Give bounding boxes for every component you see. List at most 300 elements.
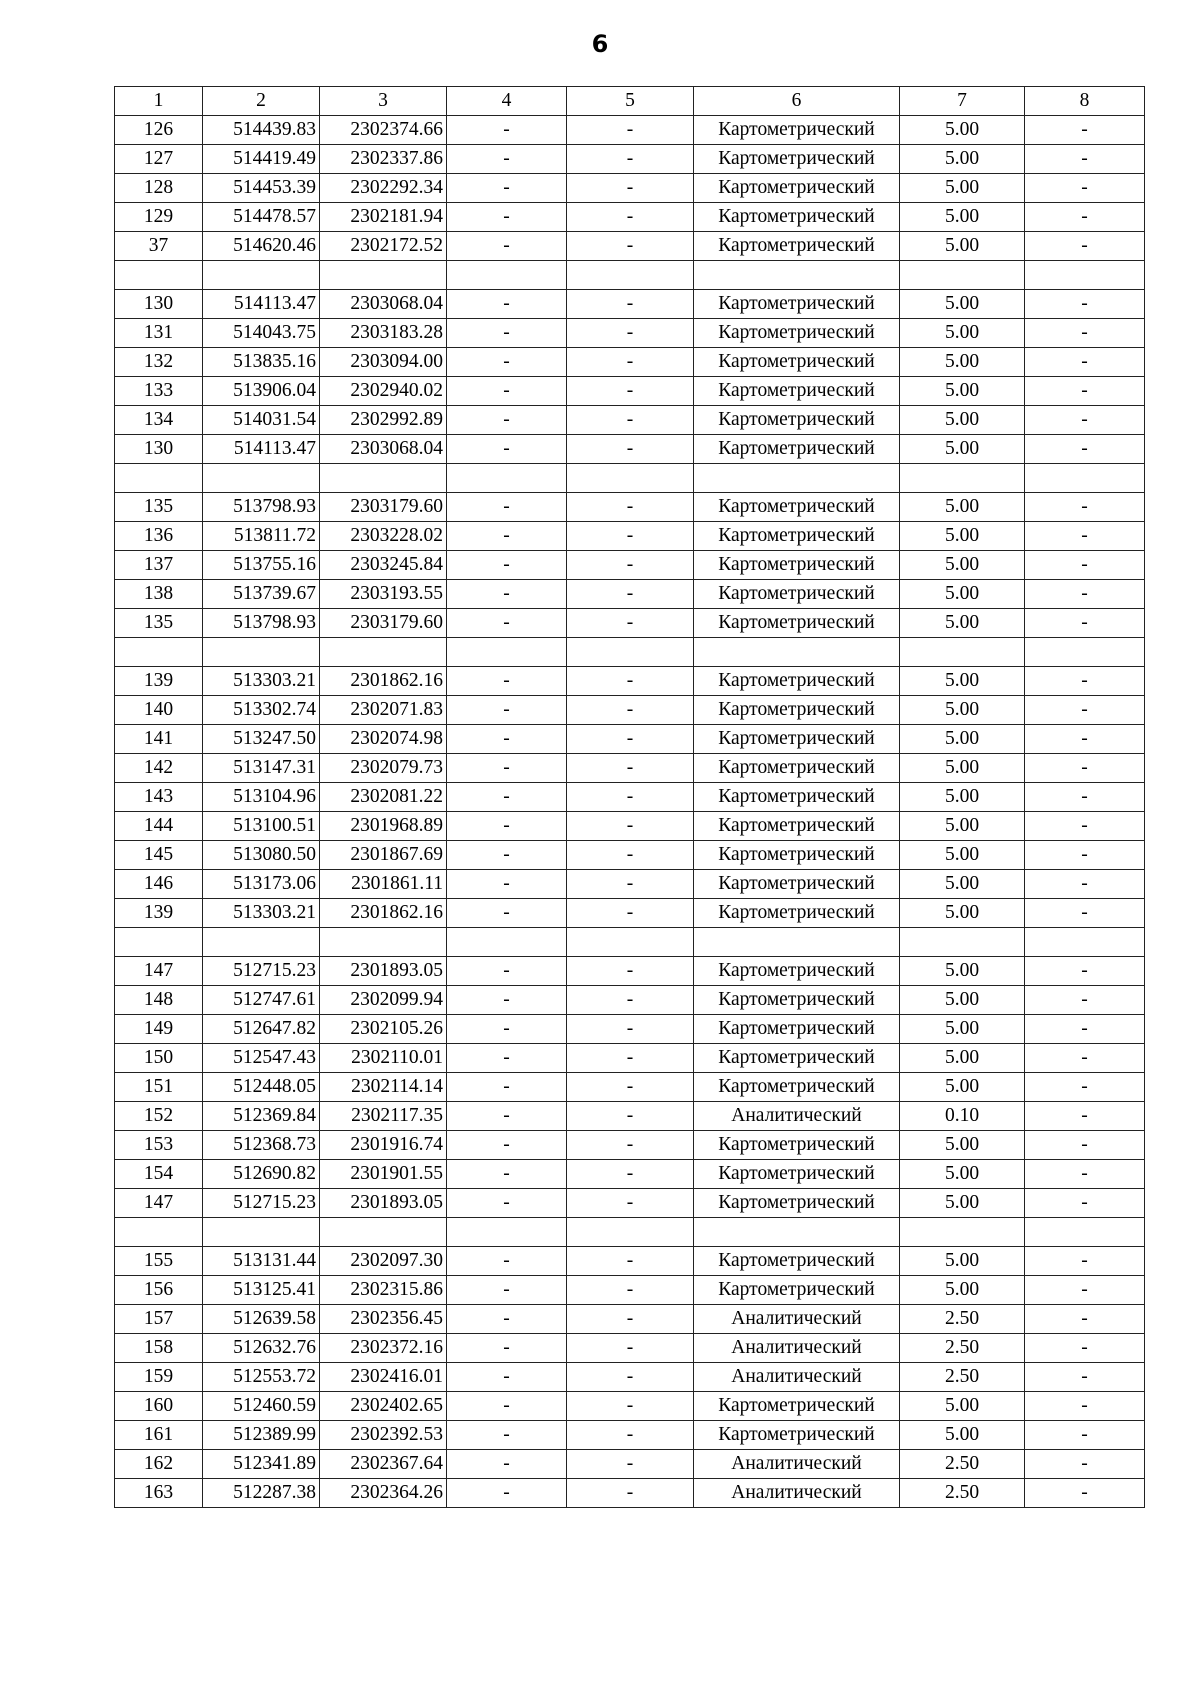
- accuracy-cell: 5.00: [900, 725, 1025, 754]
- col8-cell: -: [1025, 1160, 1145, 1189]
- x-coordinate-cell: 513906.04: [203, 377, 320, 406]
- col8-cell: -: [1025, 1305, 1145, 1334]
- method-cell: Аналитический: [694, 1479, 900, 1508]
- method-cell: Картометрический: [694, 145, 900, 174]
- x-coordinate-cell: 512368.73: [203, 1131, 320, 1160]
- header-cell: 5: [567, 87, 694, 116]
- col5-cell: -: [567, 580, 694, 609]
- method-cell: Картометрический: [694, 232, 900, 261]
- y-coordinate-cell: 2302114.14: [320, 1073, 447, 1102]
- x-coordinate-cell: 512715.23: [203, 957, 320, 986]
- accuracy-cell: 5.00: [900, 986, 1025, 1015]
- method-cell: [694, 1218, 900, 1247]
- col8-cell: -: [1025, 783, 1145, 812]
- col5-cell: -: [567, 319, 694, 348]
- accuracy-cell: 5.00: [900, 348, 1025, 377]
- y-coordinate-cell: 2302392.53: [320, 1421, 447, 1450]
- table-row: [115, 232, 1145, 261]
- col4-cell: -: [447, 522, 567, 551]
- table-row: [115, 1073, 1145, 1102]
- accuracy-cell: 5.00: [900, 870, 1025, 899]
- col4-cell: -: [447, 145, 567, 174]
- table-row: [115, 841, 1145, 870]
- col8-cell: -: [1025, 1247, 1145, 1276]
- col8-cell: -: [1025, 812, 1145, 841]
- point-number-cell: 143: [115, 783, 203, 812]
- col5-cell: [567, 1218, 694, 1247]
- y-coordinate-cell: 2302071.83: [320, 696, 447, 725]
- method-cell: Аналитический: [694, 1305, 900, 1334]
- table-row: [115, 1392, 1145, 1421]
- method-cell: Картометрический: [694, 1044, 900, 1073]
- col5-cell: -: [567, 1421, 694, 1450]
- point-number-cell: 148: [115, 986, 203, 1015]
- accuracy-cell: 5.00: [900, 841, 1025, 870]
- table-row: [115, 145, 1145, 174]
- x-coordinate-cell: 514439.83: [203, 116, 320, 145]
- accuracy-cell: 5.00: [900, 812, 1025, 841]
- point-number-cell: 161: [115, 1421, 203, 1450]
- col4-cell: -: [447, 841, 567, 870]
- accuracy-cell: 5.00: [900, 1189, 1025, 1218]
- header-cell: 8: [1025, 87, 1145, 116]
- table-row: [115, 870, 1145, 899]
- y-coordinate-cell: [320, 928, 447, 957]
- x-coordinate-cell: 513131.44: [203, 1247, 320, 1276]
- col8-cell: -: [1025, 754, 1145, 783]
- x-coordinate-cell: 513835.16: [203, 348, 320, 377]
- y-coordinate-cell: 2302110.01: [320, 1044, 447, 1073]
- accuracy-cell: 5.00: [900, 1073, 1025, 1102]
- col5-cell: -: [567, 1479, 694, 1508]
- header-cell: 7: [900, 87, 1025, 116]
- accuracy-cell: [900, 638, 1025, 667]
- x-coordinate-cell: 512547.43: [203, 1044, 320, 1073]
- table-row: [115, 1363, 1145, 1392]
- col8-cell: -: [1025, 377, 1145, 406]
- col4-cell: -: [447, 1334, 567, 1363]
- table-row: [115, 1421, 1145, 1450]
- col5-cell: -: [567, 435, 694, 464]
- y-coordinate-cell: [320, 261, 447, 290]
- accuracy-cell: 5.00: [900, 290, 1025, 319]
- header-cell: 3: [320, 87, 447, 116]
- accuracy-cell: 5.00: [900, 203, 1025, 232]
- col4-cell: -: [447, 319, 567, 348]
- col8-cell: -: [1025, 870, 1145, 899]
- y-coordinate-cell: 2302074.98: [320, 725, 447, 754]
- y-coordinate-cell: 2301901.55: [320, 1160, 447, 1189]
- y-coordinate-cell: 2302292.34: [320, 174, 447, 203]
- col5-cell: -: [567, 696, 694, 725]
- y-coordinate-cell: 2302079.73: [320, 754, 447, 783]
- col5-cell: -: [567, 899, 694, 928]
- y-coordinate-cell: 2302105.26: [320, 1015, 447, 1044]
- y-coordinate-cell: 2302315.86: [320, 1276, 447, 1305]
- col5-cell: -: [567, 1015, 694, 1044]
- y-coordinate-cell: 2302364.26: [320, 1479, 447, 1508]
- col8-cell: -: [1025, 1334, 1145, 1363]
- table-row: [115, 1044, 1145, 1073]
- col5-cell: -: [567, 551, 694, 580]
- point-number-cell: 157: [115, 1305, 203, 1334]
- accuracy-cell: 5.00: [900, 1044, 1025, 1073]
- accuracy-cell: 2.50: [900, 1450, 1025, 1479]
- accuracy-cell: 5.00: [900, 1392, 1025, 1421]
- table-row: [115, 1189, 1145, 1218]
- x-coordinate-cell: 513080.50: [203, 841, 320, 870]
- table-row: [115, 1247, 1145, 1276]
- accuracy-cell: 5.00: [900, 1160, 1025, 1189]
- col4-cell: -: [447, 1305, 567, 1334]
- col8-cell: -: [1025, 1189, 1145, 1218]
- y-coordinate-cell: 2302181.94: [320, 203, 447, 232]
- col8-cell: -: [1025, 1015, 1145, 1044]
- col5-cell: -: [567, 493, 694, 522]
- point-number-cell: 162: [115, 1450, 203, 1479]
- col5-cell: -: [567, 406, 694, 435]
- col5-cell: -: [567, 957, 694, 986]
- col5-cell: -: [567, 1044, 694, 1073]
- col5-cell: -: [567, 1450, 694, 1479]
- col5-cell: [567, 261, 694, 290]
- x-coordinate-cell: 512460.59: [203, 1392, 320, 1421]
- accuracy-cell: 5.00: [900, 435, 1025, 464]
- col4-cell: -: [447, 290, 567, 319]
- y-coordinate-cell: 2302367.64: [320, 1450, 447, 1479]
- accuracy-cell: 5.00: [900, 754, 1025, 783]
- point-number-cell: 139: [115, 667, 203, 696]
- x-coordinate-cell: 513247.50: [203, 725, 320, 754]
- point-number-cell: 142: [115, 754, 203, 783]
- col5-cell: -: [567, 1073, 694, 1102]
- y-coordinate-cell: 2301861.11: [320, 870, 447, 899]
- col8-cell: -: [1025, 1131, 1145, 1160]
- col4-cell: -: [447, 116, 567, 145]
- col8-cell: [1025, 638, 1145, 667]
- col8-cell: -: [1025, 145, 1145, 174]
- accuracy-cell: 5.00: [900, 899, 1025, 928]
- point-number-cell: 140: [115, 696, 203, 725]
- y-coordinate-cell: 2302992.89: [320, 406, 447, 435]
- col8-cell: -: [1025, 1421, 1145, 1450]
- col8-cell: -: [1025, 696, 1145, 725]
- accuracy-cell: 5.00: [900, 145, 1025, 174]
- accuracy-cell: 5.00: [900, 551, 1025, 580]
- table-row: [115, 957, 1145, 986]
- col8-cell: -: [1025, 667, 1145, 696]
- table-row: [115, 1160, 1145, 1189]
- col5-cell: -: [567, 725, 694, 754]
- col8-cell: -: [1025, 551, 1145, 580]
- accuracy-cell: 5.00: [900, 319, 1025, 348]
- col4-cell: [447, 1218, 567, 1247]
- accuracy-cell: 2.50: [900, 1305, 1025, 1334]
- col8-cell: -: [1025, 1102, 1145, 1131]
- x-coordinate-cell: 512647.82: [203, 1015, 320, 1044]
- x-coordinate-cell: 513147.31: [203, 754, 320, 783]
- col4-cell: -: [447, 1421, 567, 1450]
- accuracy-cell: 5.00: [900, 1015, 1025, 1044]
- col4-cell: -: [447, 1073, 567, 1102]
- x-coordinate-cell: 514113.47: [203, 435, 320, 464]
- col4-cell: -: [447, 609, 567, 638]
- table-row: [115, 406, 1145, 435]
- table-row: [115, 580, 1145, 609]
- method-cell: Картометрический: [694, 957, 900, 986]
- method-cell: Аналитический: [694, 1334, 900, 1363]
- method-cell: Картометрический: [694, 986, 900, 1015]
- col4-cell: -: [447, 551, 567, 580]
- col4-cell: -: [447, 232, 567, 261]
- col4-cell: -: [447, 1363, 567, 1392]
- y-coordinate-cell: 2303228.02: [320, 522, 447, 551]
- point-number-cell: 154: [115, 1160, 203, 1189]
- x-coordinate-cell: 512632.76: [203, 1334, 320, 1363]
- x-coordinate-cell: 512287.38: [203, 1479, 320, 1508]
- x-coordinate-cell: 514031.54: [203, 406, 320, 435]
- method-cell: Картометрический: [694, 290, 900, 319]
- x-coordinate-cell: 513303.21: [203, 899, 320, 928]
- col8-cell: [1025, 928, 1145, 957]
- y-coordinate-cell: 2302372.16: [320, 1334, 447, 1363]
- method-cell: Картометрический: [694, 348, 900, 377]
- col5-cell: -: [567, 667, 694, 696]
- x-coordinate-cell: 513798.93: [203, 493, 320, 522]
- method-cell: Картометрический: [694, 754, 900, 783]
- y-coordinate-cell: 2303068.04: [320, 435, 447, 464]
- page-number: 6: [591, 30, 609, 58]
- col4-cell: [447, 261, 567, 290]
- col8-cell: -: [1025, 203, 1145, 232]
- col8-cell: -: [1025, 348, 1145, 377]
- col4-cell: -: [447, 667, 567, 696]
- y-coordinate-cell: 2302374.66: [320, 116, 447, 145]
- point-number-cell: 141: [115, 725, 203, 754]
- x-coordinate-cell: 513100.51: [203, 812, 320, 841]
- separator-row: [115, 928, 1145, 957]
- table-row: [115, 377, 1145, 406]
- point-number-cell: [115, 261, 203, 290]
- col5-cell: -: [567, 116, 694, 145]
- coordinates-table: [114, 86, 1145, 1508]
- method-cell: Картометрический: [694, 493, 900, 522]
- table-row: [115, 1015, 1145, 1044]
- col5-cell: -: [567, 1334, 694, 1363]
- method-cell: Картометрический: [694, 522, 900, 551]
- col5-cell: -: [567, 522, 694, 551]
- method-cell: Картометрический: [694, 1160, 900, 1189]
- point-number-cell: 163: [115, 1479, 203, 1508]
- col4-cell: -: [447, 580, 567, 609]
- col5-cell: -: [567, 986, 694, 1015]
- x-coordinate-cell: 514453.39: [203, 174, 320, 203]
- col5-cell: -: [567, 1102, 694, 1131]
- y-coordinate-cell: 2301867.69: [320, 841, 447, 870]
- y-coordinate-cell: 2302356.45: [320, 1305, 447, 1334]
- x-coordinate-cell: 513739.67: [203, 580, 320, 609]
- col4-cell: -: [447, 1450, 567, 1479]
- method-cell: Картометрический: [694, 609, 900, 638]
- y-coordinate-cell: 2303179.60: [320, 493, 447, 522]
- x-coordinate-cell: 512369.84: [203, 1102, 320, 1131]
- method-cell: Картометрический: [694, 1392, 900, 1421]
- method-cell: Картометрический: [694, 1189, 900, 1218]
- accuracy-cell: 5.00: [900, 116, 1025, 145]
- col5-cell: -: [567, 841, 694, 870]
- point-number-cell: 130: [115, 290, 203, 319]
- col8-cell: [1025, 1218, 1145, 1247]
- col4-cell: -: [447, 783, 567, 812]
- table-row: [115, 667, 1145, 696]
- point-number-cell: 134: [115, 406, 203, 435]
- point-number-cell: 147: [115, 957, 203, 986]
- x-coordinate-cell: 514113.47: [203, 290, 320, 319]
- col8-cell: -: [1025, 609, 1145, 638]
- col5-cell: -: [567, 1160, 694, 1189]
- col8-cell: -: [1025, 232, 1145, 261]
- method-cell: [694, 261, 900, 290]
- y-coordinate-cell: 2301893.05: [320, 957, 447, 986]
- col5-cell: [567, 928, 694, 957]
- col4-cell: -: [447, 1276, 567, 1305]
- col4-cell: [447, 928, 567, 957]
- col4-cell: -: [447, 870, 567, 899]
- method-cell: Картометрический: [694, 1073, 900, 1102]
- method-cell: Картометрический: [694, 174, 900, 203]
- header-row: [115, 87, 1145, 116]
- col8-cell: -: [1025, 319, 1145, 348]
- accuracy-cell: 5.00: [900, 174, 1025, 203]
- y-coordinate-cell: 2302081.22: [320, 783, 447, 812]
- x-coordinate-cell: 513302.74: [203, 696, 320, 725]
- method-cell: Картометрический: [694, 377, 900, 406]
- col8-cell: [1025, 261, 1145, 290]
- col4-cell: -: [447, 174, 567, 203]
- point-number-cell: 156: [115, 1276, 203, 1305]
- accuracy-cell: 5.00: [900, 377, 1025, 406]
- col8-cell: -: [1025, 725, 1145, 754]
- col8-cell: -: [1025, 1450, 1145, 1479]
- accuracy-cell: 5.00: [900, 1421, 1025, 1450]
- table-row: [115, 725, 1145, 754]
- point-number-cell: 139: [115, 899, 203, 928]
- col5-cell: -: [567, 783, 694, 812]
- col8-cell: -: [1025, 957, 1145, 986]
- y-coordinate-cell: 2301916.74: [320, 1131, 447, 1160]
- col5-cell: -: [567, 812, 694, 841]
- x-coordinate-cell: 513755.16: [203, 551, 320, 580]
- y-coordinate-cell: [320, 464, 447, 493]
- separator-row: [115, 261, 1145, 290]
- col5-cell: -: [567, 609, 694, 638]
- y-coordinate-cell: 2302172.52: [320, 232, 447, 261]
- method-cell: Картометрический: [694, 812, 900, 841]
- y-coordinate-cell: 2302416.01: [320, 1363, 447, 1392]
- col8-cell: -: [1025, 899, 1145, 928]
- point-number-cell: 129: [115, 203, 203, 232]
- header-cell: 6: [694, 87, 900, 116]
- method-cell: Картометрический: [694, 1131, 900, 1160]
- col8-cell: -: [1025, 435, 1145, 464]
- x-coordinate-cell: 513811.72: [203, 522, 320, 551]
- method-cell: Картометрический: [694, 667, 900, 696]
- col5-cell: [567, 464, 694, 493]
- point-number-cell: [115, 1218, 203, 1247]
- point-number-cell: 130: [115, 435, 203, 464]
- x-coordinate-cell: 513798.93: [203, 609, 320, 638]
- col8-cell: -: [1025, 1276, 1145, 1305]
- point-number-cell: 131: [115, 319, 203, 348]
- point-number-cell: 138: [115, 580, 203, 609]
- point-number-cell: 135: [115, 609, 203, 638]
- col5-cell: -: [567, 203, 694, 232]
- col5-cell: -: [567, 377, 694, 406]
- y-coordinate-cell: 2303193.55: [320, 580, 447, 609]
- y-coordinate-cell: 2301968.89: [320, 812, 447, 841]
- method-cell: Картометрический: [694, 870, 900, 899]
- col4-cell: -: [447, 1160, 567, 1189]
- col4-cell: -: [447, 203, 567, 232]
- accuracy-cell: 5.00: [900, 609, 1025, 638]
- col8-cell: -: [1025, 1363, 1145, 1392]
- y-coordinate-cell: 2303183.28: [320, 319, 447, 348]
- x-coordinate-cell: 513125.41: [203, 1276, 320, 1305]
- col4-cell: [447, 638, 567, 667]
- y-coordinate-cell: 2303094.00: [320, 348, 447, 377]
- accuracy-cell: [900, 1218, 1025, 1247]
- method-cell: Аналитический: [694, 1102, 900, 1131]
- col8-cell: -: [1025, 116, 1145, 145]
- separator-row: [115, 1218, 1145, 1247]
- col4-cell: -: [447, 1247, 567, 1276]
- col5-cell: -: [567, 290, 694, 319]
- col4-cell: -: [447, 1015, 567, 1044]
- point-number-cell: 158: [115, 1334, 203, 1363]
- col4-cell: -: [447, 754, 567, 783]
- col8-cell: -: [1025, 290, 1145, 319]
- col4-cell: [447, 464, 567, 493]
- point-number-cell: 37: [115, 232, 203, 261]
- header-cell: 2: [203, 87, 320, 116]
- method-cell: Картометрический: [694, 580, 900, 609]
- point-number-cell: 155: [115, 1247, 203, 1276]
- table-row: [115, 986, 1145, 1015]
- point-number-cell: [115, 928, 203, 957]
- method-cell: [694, 928, 900, 957]
- x-coordinate-cell: 512715.23: [203, 1189, 320, 1218]
- table-row: [115, 1131, 1145, 1160]
- col8-cell: -: [1025, 1073, 1145, 1102]
- point-number-cell: 144: [115, 812, 203, 841]
- col8-cell: -: [1025, 580, 1145, 609]
- col8-cell: -: [1025, 986, 1145, 1015]
- y-coordinate-cell: 2301862.16: [320, 899, 447, 928]
- point-number-cell: 132: [115, 348, 203, 377]
- accuracy-cell: 2.50: [900, 1479, 1025, 1508]
- x-coordinate-cell: [203, 1218, 320, 1247]
- x-coordinate-cell: [203, 928, 320, 957]
- point-number-cell: 153: [115, 1131, 203, 1160]
- x-coordinate-cell: 514419.49: [203, 145, 320, 174]
- table-row: [115, 116, 1145, 145]
- table-row: [115, 783, 1145, 812]
- y-coordinate-cell: 2302940.02: [320, 377, 447, 406]
- x-coordinate-cell: 512747.61: [203, 986, 320, 1015]
- point-number-cell: 145: [115, 841, 203, 870]
- accuracy-cell: 5.00: [900, 1131, 1025, 1160]
- x-coordinate-cell: 514478.57: [203, 203, 320, 232]
